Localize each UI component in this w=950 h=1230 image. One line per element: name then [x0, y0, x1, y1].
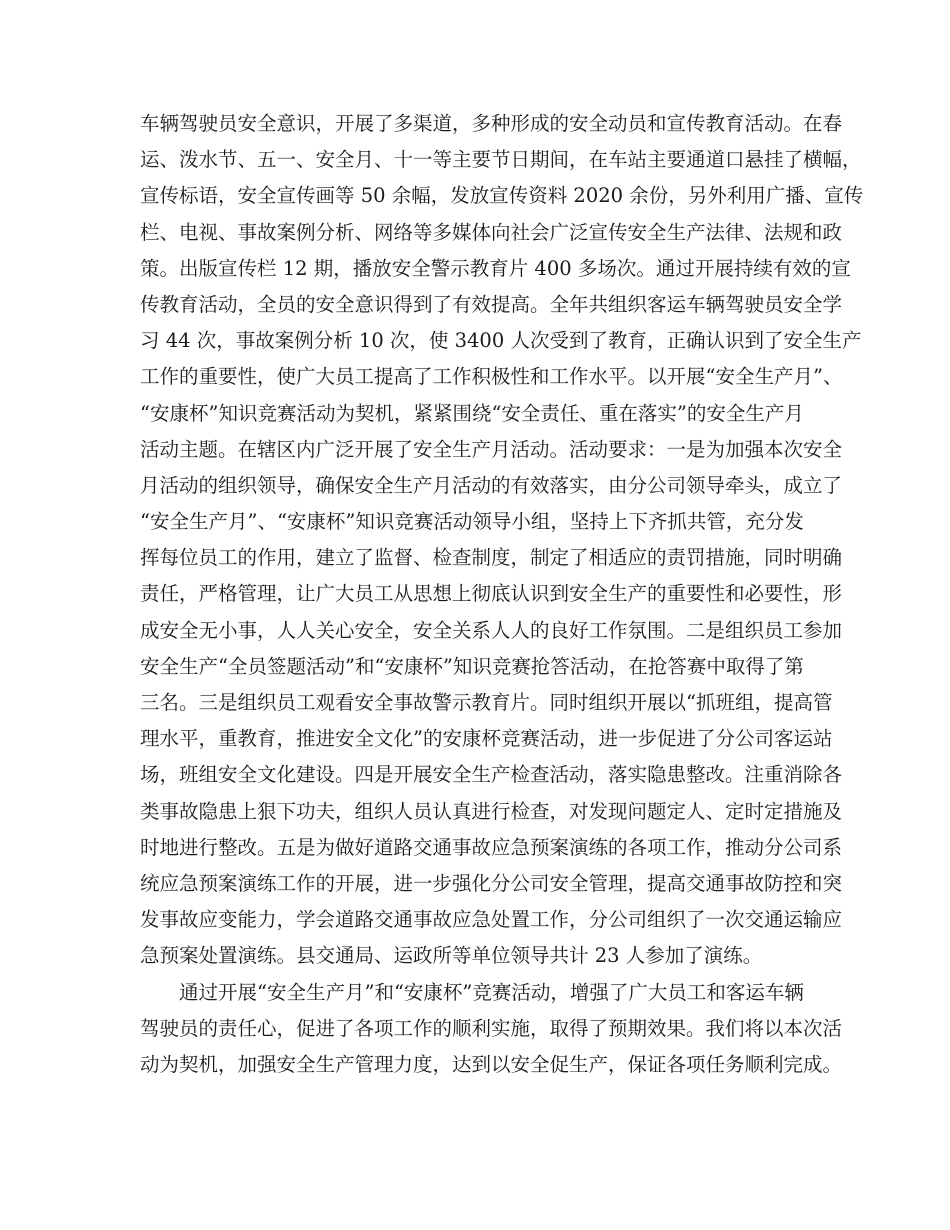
text-line: 月活动的组织领导，确保安全生产月活动的有效落实，由分公司领导牵头，成立了 [140, 473, 843, 497]
text-line: 工作的重要性，使广大员工提高了工作积极性和工作水平。以开展“安全生产月”、 [140, 365, 843, 389]
paragraph-2 [140, 975, 843, 1084]
text-line: 三名。三是组织员工观看安全事故警示教育片。同时组织开展以“抓班组，提高管 [140, 691, 833, 714]
text-line: 类事故隐患上狠下功夫，组织人员认真进行检查，对发现问题定人、定时定措施及 [140, 799, 843, 823]
text-line: 安全生产“全员签题活动”和“安康杯”知识竞赛抢答活动，在抢答赛中取得了第 [140, 654, 804, 678]
text-line: 挥每位员工的作用，建立了监督、检查制度，制定了相适应的责罚措施，同时明确 [140, 546, 843, 570]
text-line: 发事故应变能力，学会道路交通事故应急处置工作，分公司组织了一次交通运输应 [140, 908, 843, 932]
text-line: 成安全无小事，人人关心安全，安全关系人人的良好工作氛围。二是组织员工参加 [140, 618, 843, 642]
text-line: 运、泼水节、五一、安全月、十一等主要节日期间，在车站主要通道口悬挂了横幅， [140, 148, 862, 172]
text-line: “安全生产月”、“安康杯”知识竞赛活动领导小组，坚持上下齐抓共管，充分发 [140, 510, 804, 534]
text-line: “安康杯”知识竞赛活动为契机，紧紧围绕“安全责任、重在落实”的安全生产月 [140, 401, 804, 425]
paragraph-1 [140, 106, 864, 975]
text-line: 责任，严格管理，让广大员工从思想上彻底认识到安全生产的重要性和必要性，形 [140, 582, 843, 606]
text-line: 传教育活动，全员的安全意识得到了有效提高。全年共组织客运车辆驾驶员安全学 [140, 292, 843, 316]
text-line: 统应急预案演练工作的开展，进一步强化分公司安全管理，提高交通事故防控和突 [140, 871, 843, 895]
text-line: 栏、电视、事故案例分析、网络等多媒体向社会广泛宣传安全生产法律、法规和政 [140, 220, 843, 244]
text-line: 习 44 次，事故案例分析 10 次，使 3400 人次受到了教育，正确认识到了安全生产 [140, 329, 862, 353]
text-line: 通过开展“安全生产月”和“安康杯”竞赛活动，增强了广大员工和客运车辆 [179, 980, 804, 1004]
text-line: 驾驶员的责任心，促进了各项工作的顺利实施，取得了预期效果。我们将以本次活 [140, 1016, 843, 1040]
text-line: 宣传标语，安全宣传画等 50 余幅，发放宣传资料 2020 余份，另外利用广播、宣传 [140, 184, 864, 208]
text-line: 活动主题。在辖区内广泛开展了安全生产月活动。活动要求：一是为加强本次安全 [140, 437, 843, 461]
document-body [140, 106, 864, 1083]
text-line: 策。出版宣传栏 12 期，播放安全警示教育片 400 多场次。通过开展持续有效的宣 [140, 256, 851, 280]
text-line: 时地进行整改。五是为做好道路交通事故应急预案演练的各项工作，推动分公司系 [140, 835, 843, 859]
text-line: 急预案处置演练。县交通局、运政所等单位领导共计 23 人参加了演练。 [140, 944, 763, 968]
text-line: 车辆驾驶员安全意识，开展了多渠道，多种形成的安全动员和宣传教育活动。在春 [140, 112, 843, 135]
text-line: 理水平，重教育，推进安全文化”的安康杯竞赛活动，进一步促进了分公司客运站 [140, 727, 833, 751]
text-line: 场，班组安全文化建设。四是开展安全生产检查活动，落实隐患整改。注重消除各 [140, 763, 843, 787]
text-line: 动为契机，加强安全生产管理力度，达到以安全促生产，保证各项任务顺利完成。 [140, 1052, 843, 1076]
